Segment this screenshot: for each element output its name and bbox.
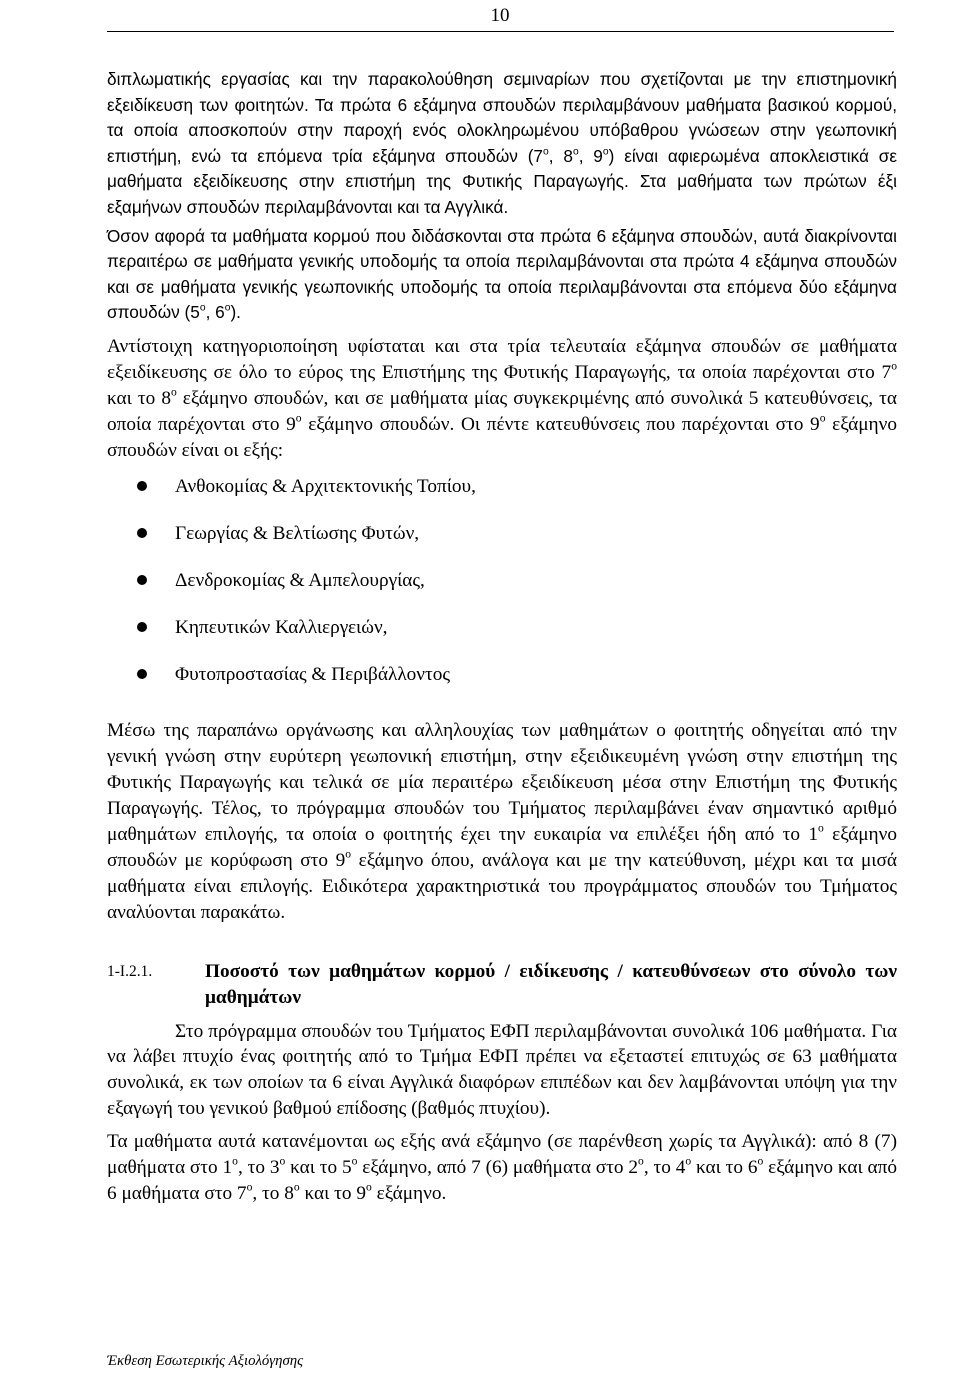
direction-label: Φυτοπροστασίας & Περιβάλλοντος: [175, 664, 451, 686]
direction-label: Δενδροκομίας & Αμπελουργίας,: [175, 570, 425, 592]
paragraph-core-courses: Όσον αφορά τα μαθήματα κορμού που διδάσκονται στα πρώτα 6 εξάμηνα σπουδών, αυτά διακρίνονται περαιτέρω σε μαθήματα γενικής υποδομής τα οποία περιλαμβάνονται στα πρώτα 4 εξάμηνα σπουδών και σε μαθήματα γενικής γεωπονικής υποδομής τα οποία περιλαμβάνονται στα επόμενα δύο εξάμηνα σπουδών ($5^o$, $6^o$).: [107, 225, 897, 323]
bullet-icon: [137, 575, 147, 585]
header-rule: [107, 31, 894, 32]
document-body: [107, 67, 897, 1207]
section-title: Ποσοστό των μαθημάτων κορμού / ειδίκευσης / κατευθύνσεων στο σύνολο των μαθημάτων: [205, 960, 897, 1008]
paragraph-intro: διπλωματικής εργασίας και την παρακολούθηση σεμιναρίων που σχετίζονται με την επιστημονική εξειδίκευση των φοιτητών. Τα πρώτα 6 εξάμηνα σπουδών περιλαμβάνουν μαθήματα βασικού κορμού, τα οποία αποσκοπούν στην παροχή ενός ολοκληρωμένου υπόβαθρου γνώσεων στην γεωπονική επιστήμη, ενώ τα επόμενα τρία εξάμηνα σπουδών ($7^o$, $8^o$, $9^o$) είναι αφιερωμένα αποκλειστικά σε μαθήματα εξειδίκευσης στην επιστήμη της Φυτικής Παραγωγής. Στα μαθήματα των πρώτων έξι εξαμήνων σπουδών περιλαμβάνονται και τα Αγγλικά.: [107, 69, 898, 217]
directions-list: [107, 474, 897, 709]
page-number: 10: [490, 5, 510, 26]
paragraph-distribution: Τα μαθήματα αυτά κατανέμονται ως εξής ανά εξάμηνο (σε παρένθεση χωρίς τα Αγγλικά): από 8 (7) μαθήματα στο $1^o$, το $3^o$ και το $5^o$ εξάμηνο, από 7 (6) μαθήματα στο $2^o$, το $4^o$ και το $6^o$ εξάμηνο και από 6 μαθήματα στο $7^o$, το $8^o$ και το $9^o$ εξάμηνο.: [107, 1131, 898, 1204]
bullet-icon: [137, 528, 147, 538]
bullet-icon: [137, 669, 147, 679]
paragraph-specialization: Αντίστοιχη κατηγοριοποίηση υφίσταται και στα τρία τελευταία εξάμηνα σπουδών σε μαθήματα εξειδίκευσης σε όλο το εύρος της Επιστήμης της Φυτικής Παραγωγής, τα οποία παρέχονται στο $7^o$ και το $8^o$ εξάμηνο σπουδών, και σε μαθήματα μίας συγκεκριμένης από συνολικά 5 κατευθύνσεις, τα οποία παρέχονται στο $9^o$ εξάμηνο σπουδών. Οι πέντε κατευθύνσεις που παρέχονται στο $9^o$ εξάμηνο σπουδών είναι οι εξής:: [107, 335, 897, 461]
footer-text: Έκθεση Εσωτερικής Αξιολόγησης: [107, 1353, 304, 1369]
section-heading: [107, 959, 897, 1011]
bullet-icon: [137, 622, 147, 632]
paragraph-organization: Μέσω της παραπάνω οργάνωσης και αλληλουχίας των μαθημάτων ο φοιτητής οδηγείται από την γενική γνώση στην ευρύτερη γεωπονική επιστήμη, στην εξειδικευμένη γνώση στην επιστήμη της Φυτικής Παραγωγής και τελικά σε μία περαιτέρω εξειδίκευση μέσα στην Επιστήμη της Φυτικής Παραγωγής. Τέλος, το πρόγραμμα σπουδών του Τμήματος περιλαμβάνει έναν σημαντικό αριθμό μαθημάτων επιλογής, τα οποία ο φοιτητής έχει την ευκαιρία να επιλέξει ήδη από το $1^o$ εξάμηνο σπουδών με κορύφωση στο $9^o$ εξάμηνο όπου, ανάλογα και με την κατεύθυνση, μέχρι και τα μισά μαθήματα είναι επιλογής. Ειδικότερα χαρακτηριστικά του προγράμματος σπουδών του Τμήματος αναλύονται παρακάτω.: [107, 720, 897, 923]
list-item: [107, 521, 897, 568]
list-item: [107, 662, 897, 709]
list-item: [107, 568, 897, 615]
list-item: [107, 474, 897, 521]
paragraph-course-count: Στο πρόγραμμα σπουδών του Τμήματος ΕΦΠ περιλαμβάνονται συνολικά 106 μαθήματα. Για να λάβει πτυχίο ένας φοιτητής από το Τμήμα ΕΦΠ πρέπει να εξεταστεί επιτυχώς σε 63 μαθήματα συνολικά, εκ των οποίων τα 6 είναι Αγγλικά διαφόρων επιπέδων και δεν λαμβάνονται υπόψη για την εξαγωγή του γενικού βαθμού επίδοσης (βαθμός πτυχίου).: [107, 1020, 897, 1120]
direction-label: Γεωργίας & Βελτίωσης Φυτών,: [175, 523, 420, 545]
direction-label: Ανθοκομίας & Αρχιτεκτονικής Τοπίου,: [175, 476, 476, 498]
bullet-icon: [137, 481, 147, 491]
direction-label: Κηπευτικών Καλλιεργειών,: [175, 617, 388, 639]
list-item: [107, 615, 897, 662]
section-number: 1-Ι.2.1.: [107, 962, 153, 980]
